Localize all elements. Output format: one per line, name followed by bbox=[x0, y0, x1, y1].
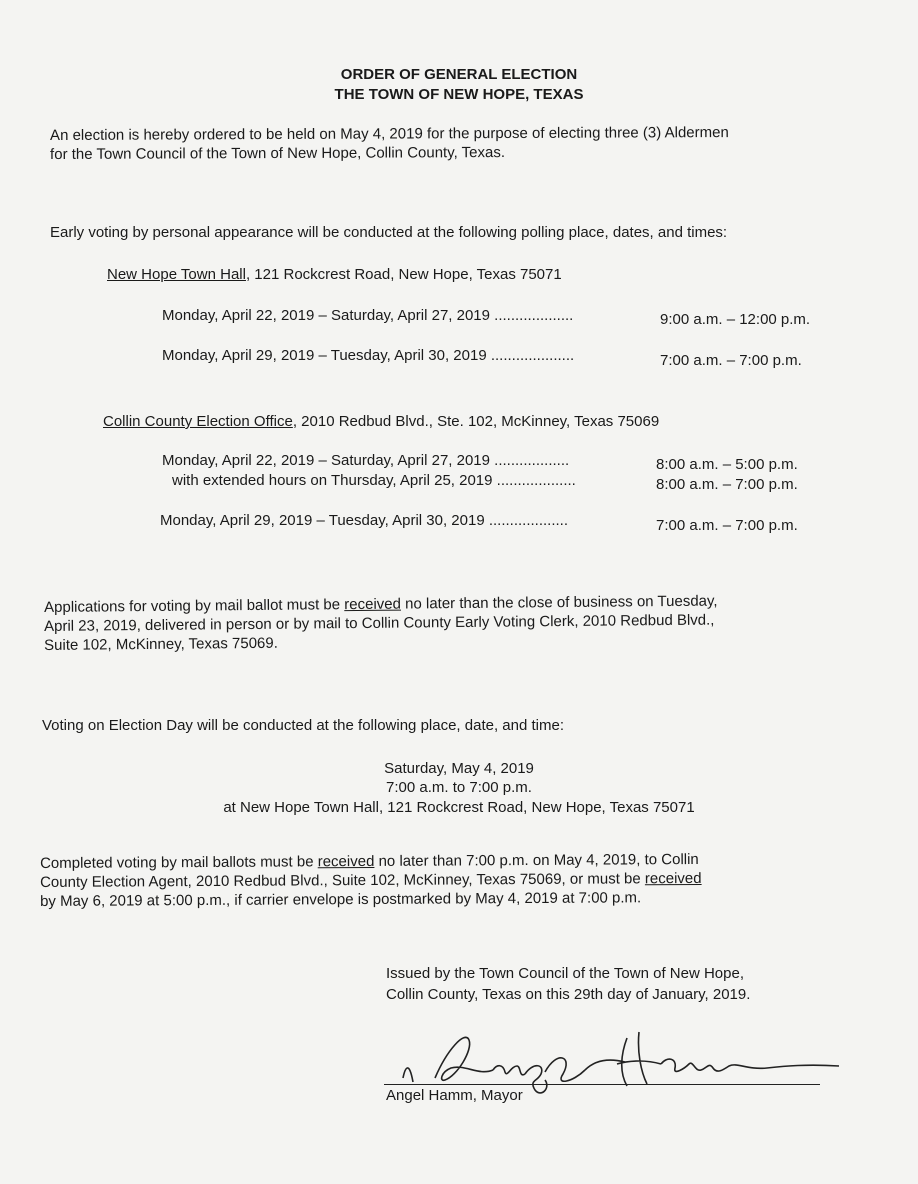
document-title: ORDER OF GENERAL ELECTION bbox=[340, 66, 578, 83]
location-1-name: New Hope Town Hall bbox=[107, 266, 246, 283]
location-1-row-2-times: 7:00 a.m. – 7:00 p.m. bbox=[660, 352, 802, 369]
emphasis-received: received bbox=[344, 595, 402, 614]
location-2-row-3 bbox=[160, 512, 568, 529]
schedule-dates: Monday, April 29, 2019 – Tuesday, April 30, 2019 .................... bbox=[162, 347, 575, 364]
schedule-dates: Monday, April 22, 2019 – Saturday, April 27, 2019 ................... bbox=[162, 307, 574, 324]
emphasis-received: received bbox=[644, 869, 702, 888]
location-2-row-1-times: 8:00 a.m. – 5:00 p.m. bbox=[656, 456, 798, 473]
election-day-place: at New Hope Town Hall, 121 Rockcrest Road, New Hope, Texas 75071 bbox=[223, 799, 695, 816]
location-1-row-2 bbox=[162, 347, 574, 364]
text-segment: no later than the close of business on Tuesday, bbox=[400, 592, 718, 613]
signer-name: Angel Hamm, Mayor bbox=[386, 1087, 523, 1104]
election-day-date: Saturday, May 4, 2019 bbox=[384, 760, 534, 777]
schedule-dates: Monday, April 22, 2019 – Saturday, April 27, 2019 .................. bbox=[162, 452, 570, 469]
early-voting-location-2 bbox=[103, 412, 659, 431]
location-2-row-2 bbox=[172, 472, 576, 489]
completed-ballots-line-3: by May 6, 2019 at 5:00 p.m., if carrier envelope is postmarked by May 4, 2019 at 7:00 p.m. bbox=[40, 889, 642, 910]
issued-line-1: Issued by the Town Council of the Town of New Hope, bbox=[386, 965, 744, 982]
election-day-time: 7:00 a.m. to 7:00 p.m. bbox=[386, 779, 532, 796]
location-2-row-2-times: 8:00 a.m. – 7:00 p.m. bbox=[656, 476, 798, 493]
election-day-heading: Voting on Election Day will be conducted at the following place, date, and time: bbox=[42, 717, 564, 734]
location-1-address: , 121 Rockcrest Road, New Hope, Texas 75071 bbox=[245, 266, 562, 283]
mail-application-line-3: Suite 102, McKinney, Texas 75069. bbox=[44, 634, 278, 654]
schedule-dates: with extended hours on Thursday, April 25, 2019 ................... bbox=[172, 472, 576, 489]
early-voting-heading: Early voting by personal appearance will be conducted at the following polling place, dates, and times: bbox=[50, 224, 728, 241]
document-subtitle: THE TOWN OF NEW HOPE, TEXAS bbox=[334, 86, 584, 103]
text-segment: County Election Agent, 2010 Redbud Blvd., Suite 102, McKinney, Texas 75069, or must be bbox=[40, 870, 645, 891]
signature-line bbox=[384, 1084, 820, 1085]
location-2-row-3-times: 7:00 a.m. – 7:00 p.m. bbox=[656, 517, 798, 534]
early-voting-location-1 bbox=[107, 265, 562, 284]
location-1-row-1-times: 9:00 a.m. – 12:00 p.m. bbox=[660, 311, 811, 328]
text-segment: no later than 7:00 p.m. on May 4, 2019, to Collin bbox=[374, 850, 699, 870]
mail-application-line-2: April 23, 2019, delivered in person or by mail to Collin County Early Voting Clerk, 2010 Redbud Blvd., bbox=[44, 611, 715, 635]
text-segment: Completed voting by mail ballots must be bbox=[40, 853, 318, 872]
issued-line-2: Collin County, Texas on this 29th day of January, 2019. bbox=[386, 986, 751, 1003]
location-2-name: Collin County Election Office bbox=[103, 413, 293, 430]
emphasis-received: received bbox=[317, 852, 375, 871]
text-segment: Applications for voting by mail ballot must be bbox=[44, 596, 345, 616]
schedule-dates: Monday, April 29, 2019 – Tuesday, April 30, 2019 ................... bbox=[160, 512, 569, 529]
location-2-row-1 bbox=[162, 452, 569, 469]
intro-line-2: for the Town Council of the Town of New Hope, Collin County, Texas. bbox=[50, 144, 506, 163]
intro-line-1: An election is hereby ordered to be held on May 4, 2019 for the purpose of electing three (3) Aldermen bbox=[50, 124, 729, 144]
location-1-row-1 bbox=[162, 307, 573, 324]
location-2-address: , 2010 Redbud Blvd., Ste. 102, McKinney, Texas 75069 bbox=[292, 413, 660, 430]
